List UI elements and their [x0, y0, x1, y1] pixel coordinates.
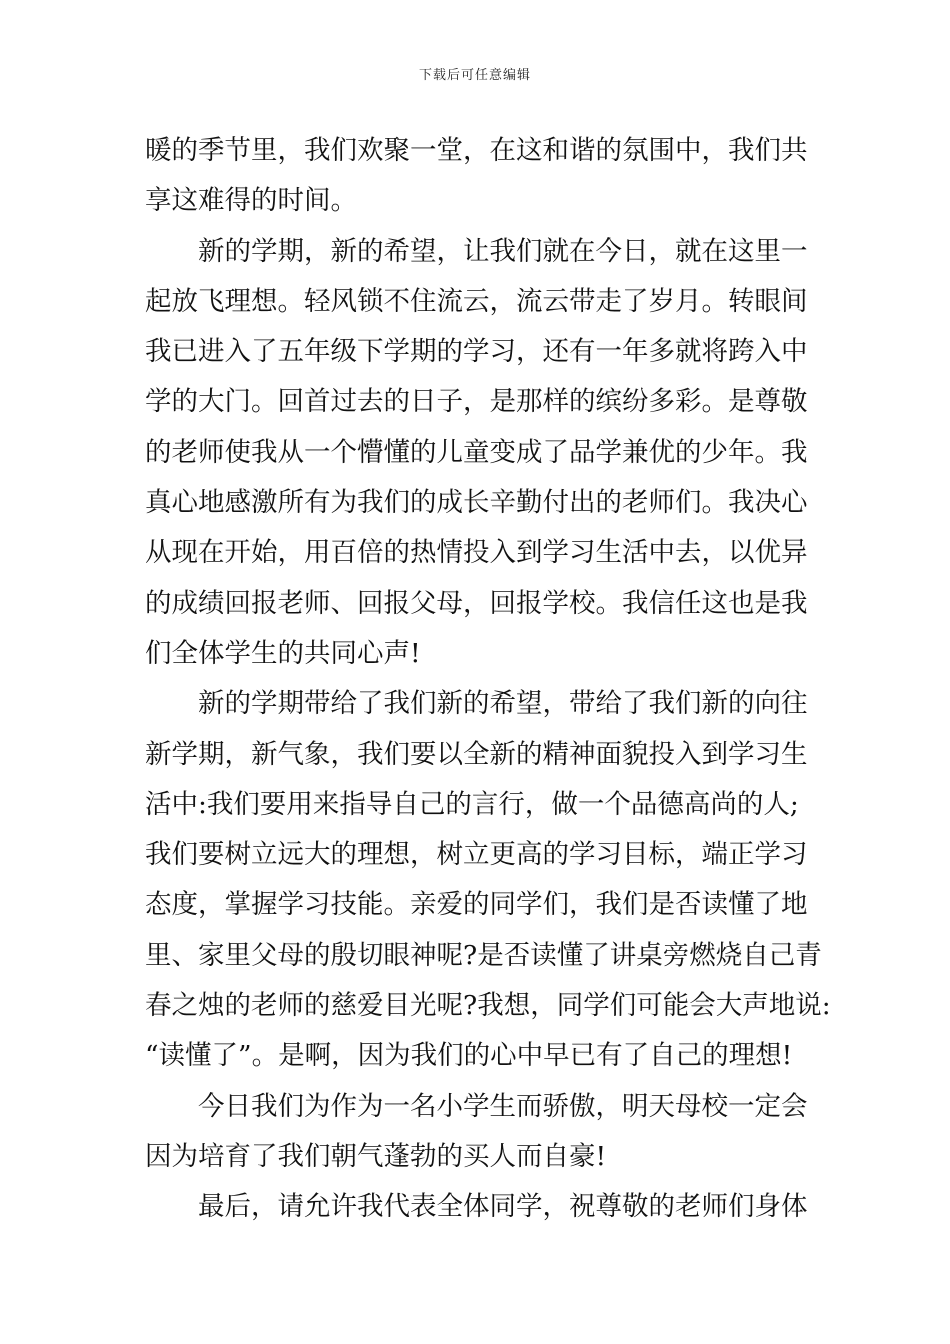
text-line: 最后，请允许我代表全体同学，祝尊敬的老师们身体: [198, 1191, 808, 1223]
text-line: 从现在开始，用百倍的热情投入到学习生活中去，以优异: [145, 537, 808, 569]
text-line: 的老师使我从一个懵懂的儿童变成了品学兼优的少年。我: [145, 436, 808, 468]
text-line: 我已进入了五年级下学期的学习，还有一年多就将跨入中: [145, 336, 808, 368]
text-line: 真心地感激所有为我们的成长辛勤付出的老师们。我决心: [145, 487, 808, 519]
document-body: [145, 126, 831, 1233]
text-line: 暖的季节里，我们欢聚一堂，在这和谐的氛围中，我们共: [145, 135, 808, 166]
text-line: 起放飞理想。轻风锁不住流云，流云带走了岁月。转眼间: [145, 285, 808, 317]
text-line: 新学期，新气象，我们要以全新的精神面貌投入到学习生: [145, 738, 808, 770]
text-line: 新的学期，新的希望，让我们就在今日，就在这里一: [198, 235, 808, 267]
text-line: 态度，掌握学习技能。亲爱的同学们，我们是否读懂了地: [145, 889, 808, 921]
text-line: 今日我们为作为一名小学生而骄傲，明天母校一定会: [198, 1090, 808, 1122]
text-line: 的成绩回报老师、回报父母，回报学校。我信任这也是我: [145, 587, 808, 619]
text-line: 学的大门。回首过去的日子，是那样的缤纷多彩。是尊敬: [145, 386, 808, 418]
text-line: “读懂了”。是啊，因为我们的心中早已有了自己的理想!: [145, 1040, 793, 1072]
text-line: 因为培育了我们朝气蓬勃的买人而自豪!: [145, 1140, 607, 1172]
page-header: 下载后可任意编辑: [418, 68, 531, 83]
text-line: 里、家里父母的殷切眼神呢?是否读懂了讲桌旁燃烧自己青: [145, 939, 822, 971]
text-line: 享这难得的时间。: [145, 185, 357, 217]
text-line: 春之烛的老师的慈爱目光呢?我想，同学们可能会大声地说:: [145, 990, 831, 1022]
text-line: 我们要树立远大的理想，树立更高的学习目标，端正学习: [145, 839, 808, 871]
text-line: 们全体学生的共同心声!: [145, 637, 421, 669]
text-line: 活中:我们要用来指导自己的言行，做一个品德高尚的人;: [145, 788, 799, 820]
text-line: 新的学期带给了我们新的希望，带给了我们新的向往: [198, 688, 808, 720]
